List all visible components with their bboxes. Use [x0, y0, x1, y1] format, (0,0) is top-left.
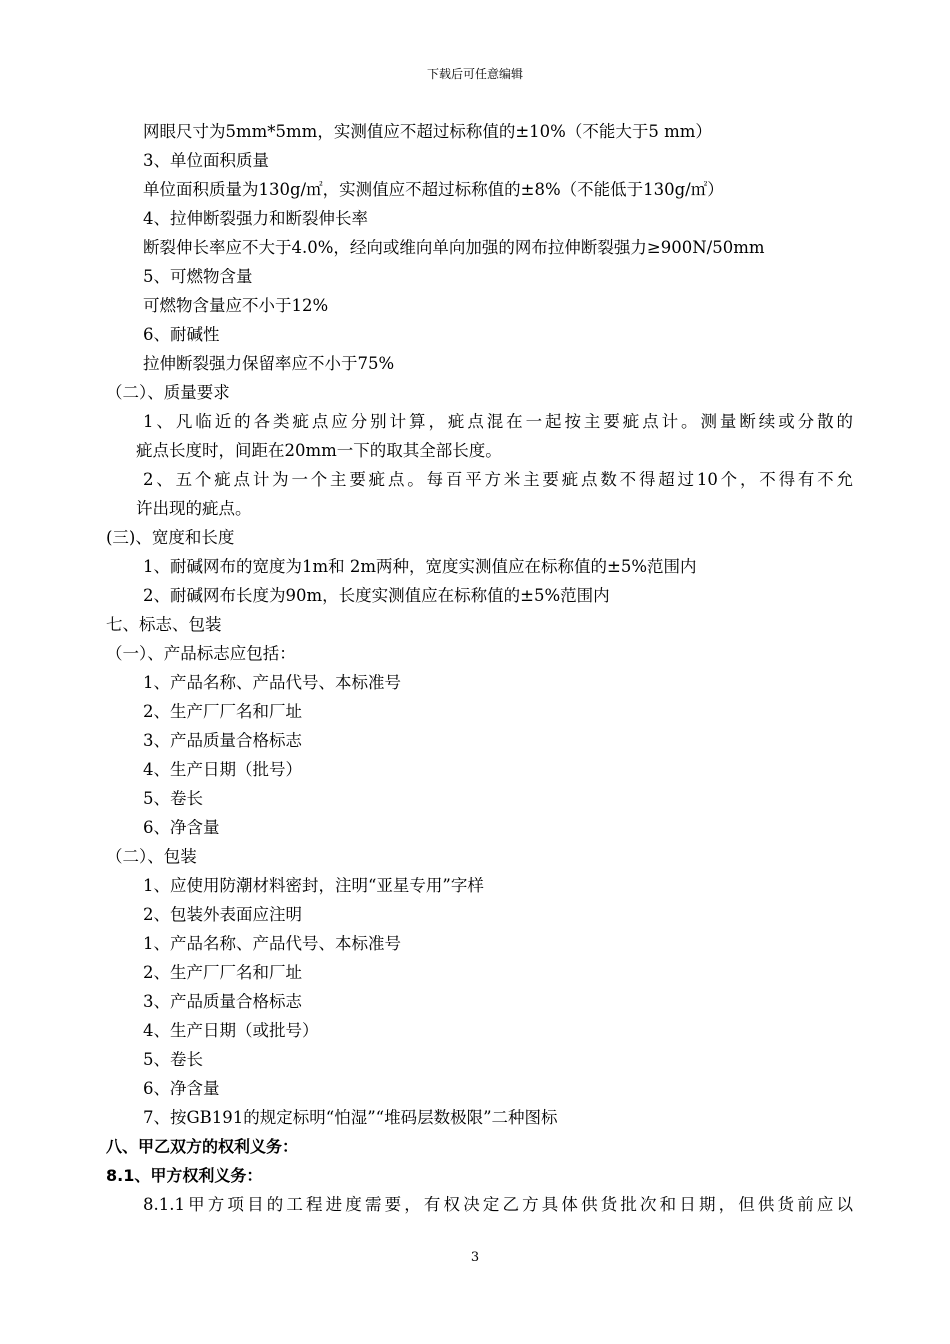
text-line: 5、卷长	[143, 1050, 203, 1069]
text-line: 3、单位面积质量	[143, 151, 269, 170]
section-heading: 七、标志、包装	[106, 615, 222, 634]
text-line: 拉伸断裂强力保留率应不小于75%	[143, 354, 395, 373]
text-line: 6、耐碱性	[143, 325, 220, 344]
text-line: 5、可燃物含量	[143, 267, 253, 286]
text-line: 2、五个疵点计为一个主要疵点。每百平方米主要疵点数不得超过10个，不得有不允	[143, 470, 853, 489]
text-line: 6、净含量	[143, 1079, 220, 1098]
text-line: 6、净含量	[143, 818, 220, 837]
section-heading: （二）、质量要求	[106, 383, 230, 402]
text-line: 7、按GB191的规定标明“怕湿”“堆码层数极限”二种图标	[143, 1108, 558, 1127]
text-line: 许出现的疵点。	[136, 499, 252, 518]
text-line: 单位面积质量为130g/㎡，实测值应不超过标称值的±8%（不能低于130g/㎡）	[143, 180, 724, 199]
chapter-heading: 八、甲乙双方的权利义务：	[106, 1137, 299, 1156]
subsection-heading: 8.1、甲方权利义务：	[106, 1166, 263, 1185]
header-note: 下载后可任意编辑	[426, 67, 523, 81]
text-line: 3、产品质量合格标志	[143, 731, 302, 750]
section-heading: (三)、宽度和长度	[106, 528, 235, 547]
section-heading: （二）、包装	[106, 847, 197, 866]
text-line: 8.1.1甲方项目的工程进度需要，有权决定乙方具体供货批次和日期，但供货前应以	[143, 1195, 853, 1214]
text-line: 网眼尺寸为5mm*5mm，实测值应不超过标称值的±10%（不能大于5 mm）	[143, 122, 712, 141]
text-line: 断裂伸长率应不大于4.0%，经向或维向单向加强的网布拉伸断裂强力≥900N/50mm	[143, 238, 765, 257]
text-line: 1、凡临近的各类疵点应分别计算，疵点混在一起按主要疵点计。测量断续或分散的	[143, 412, 853, 431]
text-line: 4、生产日期（或批号）	[143, 1021, 319, 1040]
text-line: 2、生产厂厂名和厂址	[143, 702, 302, 721]
section-heading: （一）、产品标志应包括：	[106, 644, 296, 663]
text-line: 2、耐碱网布长度为90m，长度实测值应在标称值的±5%范围内	[143, 586, 610, 605]
text-line: 4、生产日期（批号）	[143, 760, 302, 779]
text-line: 1、耐碱网布的宽度为1m和 2m两种，宽度实测值应在标称值的±5%范围内	[143, 557, 697, 576]
page-number: 3	[470, 1250, 480, 1265]
text-line: 1、产品名称、产品代号、本标准号	[143, 934, 401, 953]
text-line: 3、产品质量合格标志	[143, 992, 302, 1011]
text-line: 4、拉伸断裂强力和断裂伸长率	[143, 209, 368, 228]
text-line: 5、卷长	[143, 789, 203, 808]
text-line: 1、应使用防潮材料密封，注明“亚星专用”字样	[143, 876, 484, 895]
text-line: 2、生产厂厂名和厂址	[143, 963, 302, 982]
text-line: 疵点长度时，间距在20mm一下的取其全部长度。	[136, 441, 502, 460]
text-line: 2、包装外表面应注明	[143, 905, 302, 924]
text-line: 可燃物含量应不小于12%	[143, 296, 329, 315]
text-line: 1、产品名称、产品代号、本标准号	[143, 673, 401, 692]
